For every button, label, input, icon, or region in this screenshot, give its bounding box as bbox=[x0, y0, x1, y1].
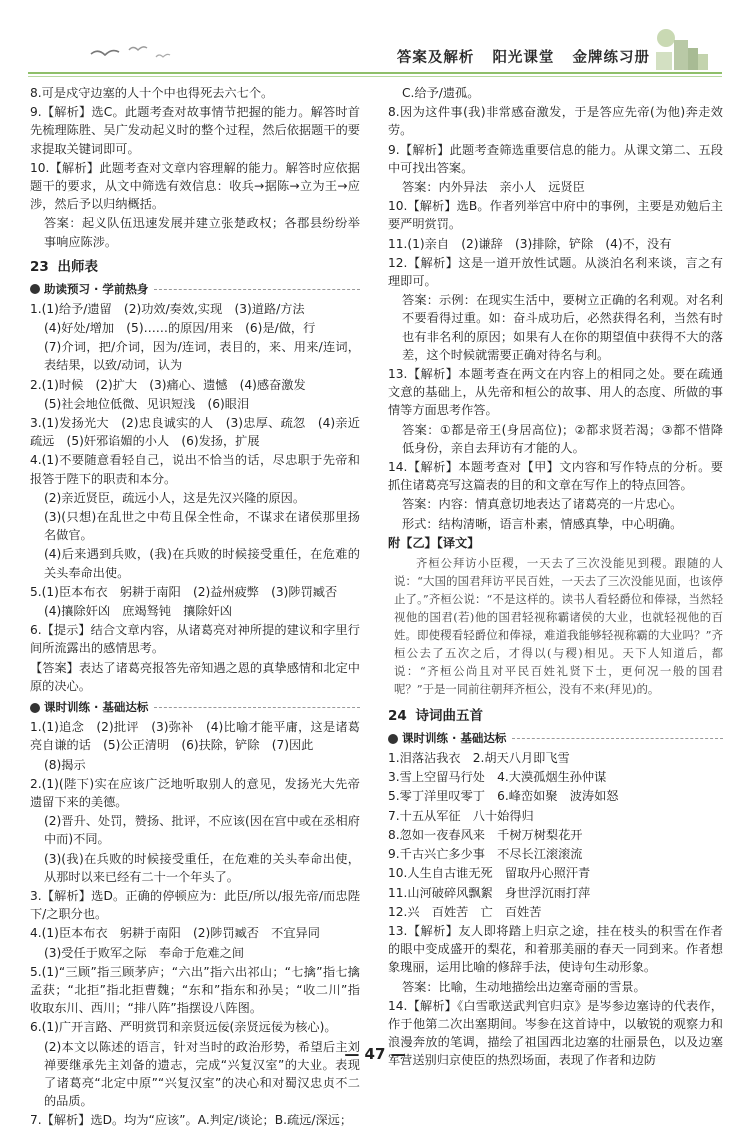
answer-line: 答案：比喻，生动地描绘出边塞奇丽的雪景。 bbox=[402, 979, 646, 994]
section-title-24 bbox=[388, 706, 723, 726]
bullet-icon bbox=[30, 703, 40, 713]
answer-line: 6.【提示】结合文章内容，从诸葛亮对神所提的建议和字里行间所流露出的感情思考。 bbox=[30, 623, 360, 656]
answer-line: 7.十五从军征 八十始得归 bbox=[388, 808, 534, 823]
answer-line: (8)揭示 bbox=[44, 757, 86, 772]
header-part3: 金牌练习册 bbox=[572, 50, 650, 66]
section-name: 诗词曲五首 bbox=[415, 708, 483, 725]
answer-line: (5)社会地位低微、见识短浅 (6)眼泪 bbox=[44, 396, 250, 411]
translation-text: 齐桓公拜访小臣稷，一天去了三次没能见到稷。跟随的人说：“大国的国君拜访平民百姓，一天去了三次没能见面，也该停止了。”齐桓公说：“不是这样的。读书人看轻爵位和俸禄，当然轻视他的国君(若)他的国君轻视称霸诸侯的大业，也就轻视他的百姓。即使稷看轻爵位和俸禄，难道我能够轻视称霸的大业吗？”齐桓公去了五次之后，才得以(与稷)相见。天下人知道后，都说：“齐桓公尚且对平民百姓礼贤下士，更何况一般的国君呢？”于是一同前往朝拜齐桓公，没有不来(拜见)的。 bbox=[394, 556, 723, 697]
section-number: 24 bbox=[388, 708, 407, 725]
answer-line: 4.(1)不要随意看轻自己，说出不恰当的话，尽忠职于先帝和报答于陛下的职责和本分。 bbox=[30, 453, 360, 486]
answer-line: 3.(1)发扬光大 (2)忠良诚实的人 (3)忠厚、疏忽 (4)亲近 疏远 (5)奸邪谄媚的小人 (6)发扬，扩展 bbox=[30, 416, 373, 449]
answer-line: 7.【解析】选D。均为“应该”。A.判定/谈论；B.疏远/深远； bbox=[30, 1113, 353, 1128]
answer-line: 9.千古兴亡多少事 不尽长江滚滚流 bbox=[388, 847, 583, 862]
band-training-2 bbox=[388, 730, 723, 747]
answer-line: 3.雪上空留马行处 4.大漠孤烟生孙仲谋 bbox=[388, 770, 607, 785]
header-part1: 答案及解析 bbox=[396, 50, 475, 66]
answer-line: 8.可是戍守边塞的人十个中也得死去六七个。 bbox=[30, 86, 274, 100]
answer-line: 13.【解析】友人即将踏上归京之途，挂在枝头的积雪在作者的眼中变成盛开的梨花，和着那美丽的春天一同到来。作者想象瑰丽，运用比喻的修辞手法，使诗句生动形象。 bbox=[388, 923, 723, 975]
answer-line: 8.因为这件事(我)非常感奋激发，于是答应先帝(为他)奔走效劳。 bbox=[388, 105, 723, 138]
header-part2: 阳光课堂 bbox=[492, 50, 555, 66]
answer-line: 答案：起义队伍迅速发展并建立张楚政权；各郡县纷纷举事响应陈涉。 bbox=[44, 216, 360, 249]
answer-line: 11.(1)亲自 (2)谦辞 (3)排除，铲除 (4)不，没有 bbox=[388, 236, 672, 251]
answer-line: (4)攘除奸凶 庶竭驽钝 攘除奸凶 bbox=[44, 604, 232, 619]
answer-line: (2)晋升、处罚，赞扬、批评，不应该(因在宫中或在丞相府中而)不同。 bbox=[44, 814, 360, 847]
building-logo-icon bbox=[652, 26, 712, 72]
answer-line: C.给予/遗孤。 bbox=[402, 86, 480, 100]
bullet-icon bbox=[30, 284, 40, 294]
answer-line: 2.(1)(陛下)实在应该广泛地听取别人的意见，发扬光大先帝遗留下来的美德。 bbox=[30, 776, 360, 809]
answer-line: 14.【解析】本题考查对【甲】文内容和写作特点的分析。要抓住诸葛亮写这篇表的目的和文章在写作上的特点回答。 bbox=[388, 460, 723, 493]
answer-line: (7)介词，把/介词，因为/连词，表目的，来、用来/连词，表结果，以致/动词，认为 bbox=[44, 340, 360, 373]
bullet-icon bbox=[388, 734, 398, 744]
bird-icon bbox=[90, 46, 120, 60]
section-number: 23 bbox=[30, 258, 49, 275]
section-title-23 bbox=[30, 257, 360, 277]
band-divider bbox=[512, 738, 723, 739]
answer-line: (3)受任于败军之际 奉命于危难之间 bbox=[44, 945, 245, 960]
left-column bbox=[30, 84, 373, 1131]
band-label: 课时训练 · 基础达标 bbox=[44, 700, 149, 715]
answer-line: 9.【解析】此题考查筛选重要信息的能力。从课文第二、五段中可找出答案。 bbox=[388, 142, 723, 175]
answer-line: 10.人生自古谁无死 留取丹心照汗青 bbox=[388, 866, 591, 881]
answer-line: 形式：结构清晰，语言朴素，情感真挚，中心明确。 bbox=[402, 516, 683, 531]
answer-line: 14.【解析】《白雪歌送武判官归京》是岑参边塞诗的代表作，作于他第二次出塞期间。岑参在这首诗中，以敏锐的观察力和浪漫奔放的笔调，描绘了祖国西北边塞的壮丽景色，以及边塞军营送别归京使臣的热烈场面，表现了作者和边防 bbox=[388, 998, 723, 1068]
appendix-label: 附【乙】【译文】 bbox=[388, 535, 480, 550]
answer-line: (3)(只想)在乱世之中苟且保全性命，不谋求在诸侯那里扬名做官。 bbox=[44, 510, 360, 543]
band-training bbox=[30, 699, 360, 716]
bird-icon bbox=[128, 44, 148, 54]
answer-line: 13.【解析】本题考查在两文在内容上的相同之处。要在疏通文意的基础上，从先帝和桓公的故事、用人的态度、所做的事情等方面思考作答。 bbox=[388, 367, 723, 418]
answer-line: (3)(我)在兵败的时候接受重任，在危难的关头奉命出使，从那时以来已经有二十一个年头了。 bbox=[44, 851, 360, 884]
answer-line: 10.【解析】选B。作者列举宫中府中的事例，主要是劝勉后主要严明赏罚。 bbox=[388, 199, 723, 232]
answer-line: 答案：①都是帝王(身居高位)；②都求贤若渴；③都不惜降低身份，亲自去拜访有才能的人。 bbox=[402, 422, 723, 455]
band-label: 课时训练 · 基础达标 bbox=[402, 731, 507, 746]
answer-line: 9.【解析】选C。此题考查对故事情节把握的能力。解答时首先梳理陈胜、吴广发动起义时的整个过程，然后依据题干的要求提取关键词即可。 bbox=[30, 105, 360, 156]
answer-line: 8.忽如一夜春风来 千树万树梨花开 bbox=[388, 827, 583, 842]
answer-line: 3.【解析】选D。正确的停顿应为：此臣/所以/报先帝/而忠陛下/之职分也。 bbox=[30, 888, 360, 922]
header-rule bbox=[28, 72, 722, 74]
section-name: 出师表 bbox=[57, 258, 98, 275]
answer-line: 答案：示例：在现实生活中，要树立正确的名利观。对名利不要看得过重。如：奋斗成功后，必然获得名利，当然有时也有非名利的原因；如果有人在你的期望值中获得不大的落差，这个时候就需要正确对待名与利。 bbox=[402, 293, 723, 362]
header-rule-thin bbox=[28, 76, 722, 77]
answer-line: 1.(1)给予/遗留 (2)功效/奏效,实现 (3)道路/方法 bbox=[30, 301, 305, 316]
answer-line: 5.零丁洋里叹零丁 6.峰峦如聚 波涛如怒 bbox=[388, 789, 619, 804]
answer-line: 6.(1)广开言路、严明赏罚和亲贤远佞(亲贤远佞为核心)。 bbox=[30, 1020, 337, 1035]
band-divider bbox=[154, 289, 360, 290]
band-divider bbox=[154, 707, 360, 708]
answer-line: 答案：内外异法 亲小人 远贤臣 bbox=[402, 180, 585, 195]
answer-line: 12.兴 百姓苦 亡 百姓苦 bbox=[388, 904, 542, 919]
answer-line: (4)好处/增加 (5)……的原因/用来 (6)是/做，行 bbox=[44, 321, 316, 336]
answer-line: 12.【解析】这是一道开放性试题。从淡泊名利来谈，言之有理即可。 bbox=[388, 255, 723, 289]
bird-icon bbox=[155, 52, 171, 60]
answer-line: (2)本文以陈述的语言，针对当时的政治形势，希望后主刘禅要继承先主刘备的遗志，完成“兴复汉室”的大业。表现了诸葛亮“北定中原”“兴复汉室”的决心和对蜀汉忠贞不二的品质。 bbox=[44, 1039, 360, 1109]
answer-line: 5.(1)“三顾”指三顾茅庐；“六出”指六出祁山；“七擒”指七擒孟获；“北拒”指北拒曹魏；“东和”指东和孙吴；“收二川”指收取东川、西川；“排八阵”指摆设八阵图。 bbox=[30, 964, 360, 1016]
page-header bbox=[0, 0, 750, 78]
answer-line: (2)亲近贤臣，疏远小人，这是先汉兴隆的原因。 bbox=[44, 490, 306, 505]
answer-line: 1.(1)追念 (2)批评 (3)弥补 (4)比喻才能平庸，这是诸葛亮自谦的话 (5)公正清明 (6)扶除，铲除 (7)因此 bbox=[30, 720, 360, 753]
answer-line: 5.(1)臣本布衣 躬耕于南阳 (2)益州疲弊 (3)陟罚臧否 bbox=[30, 584, 338, 599]
answer-line: (4)后来遇到兵败，(我)在兵败的时候接受重任，在危难的关头奉命出使。 bbox=[44, 547, 360, 580]
band-preview bbox=[30, 281, 360, 298]
answer-line: 11.山河破碎风飘絮 身世浮沉雨打萍 bbox=[388, 885, 591, 900]
answer-line: 2.(1)时候 (2)扩大 (3)痛心、遗憾 (4)感奋激发 bbox=[30, 377, 306, 392]
band-label: 助读预习 · 学前热身 bbox=[44, 281, 149, 296]
header-title bbox=[397, 46, 650, 67]
answer-line: 【答案】表达了诸葛亮报答先帝知遇之恩的真挚感情和北定中原的决心。 bbox=[30, 660, 360, 693]
page-number: — 47 — bbox=[344, 1045, 406, 1063]
answer-line: 4.(1)臣本布衣 躬耕于南阳 (2)陟罚臧否 不宜异同 bbox=[30, 926, 320, 941]
answer-line: 答案：内容：情真意切地表达了诸葛亮的一片忠心。 bbox=[402, 497, 683, 512]
answer-line: 10.【解析】此题考查对文章内容理解的能力。解答时应依据题干的要求，从文中筛选有效信息：收兵→据陈→立为王→应涉，然后予以归纳概括。 bbox=[30, 160, 360, 212]
answer-line: 1.泪落沾我衣 2.胡天八月即飞雪 bbox=[388, 751, 570, 766]
right-column bbox=[388, 84, 723, 1071]
